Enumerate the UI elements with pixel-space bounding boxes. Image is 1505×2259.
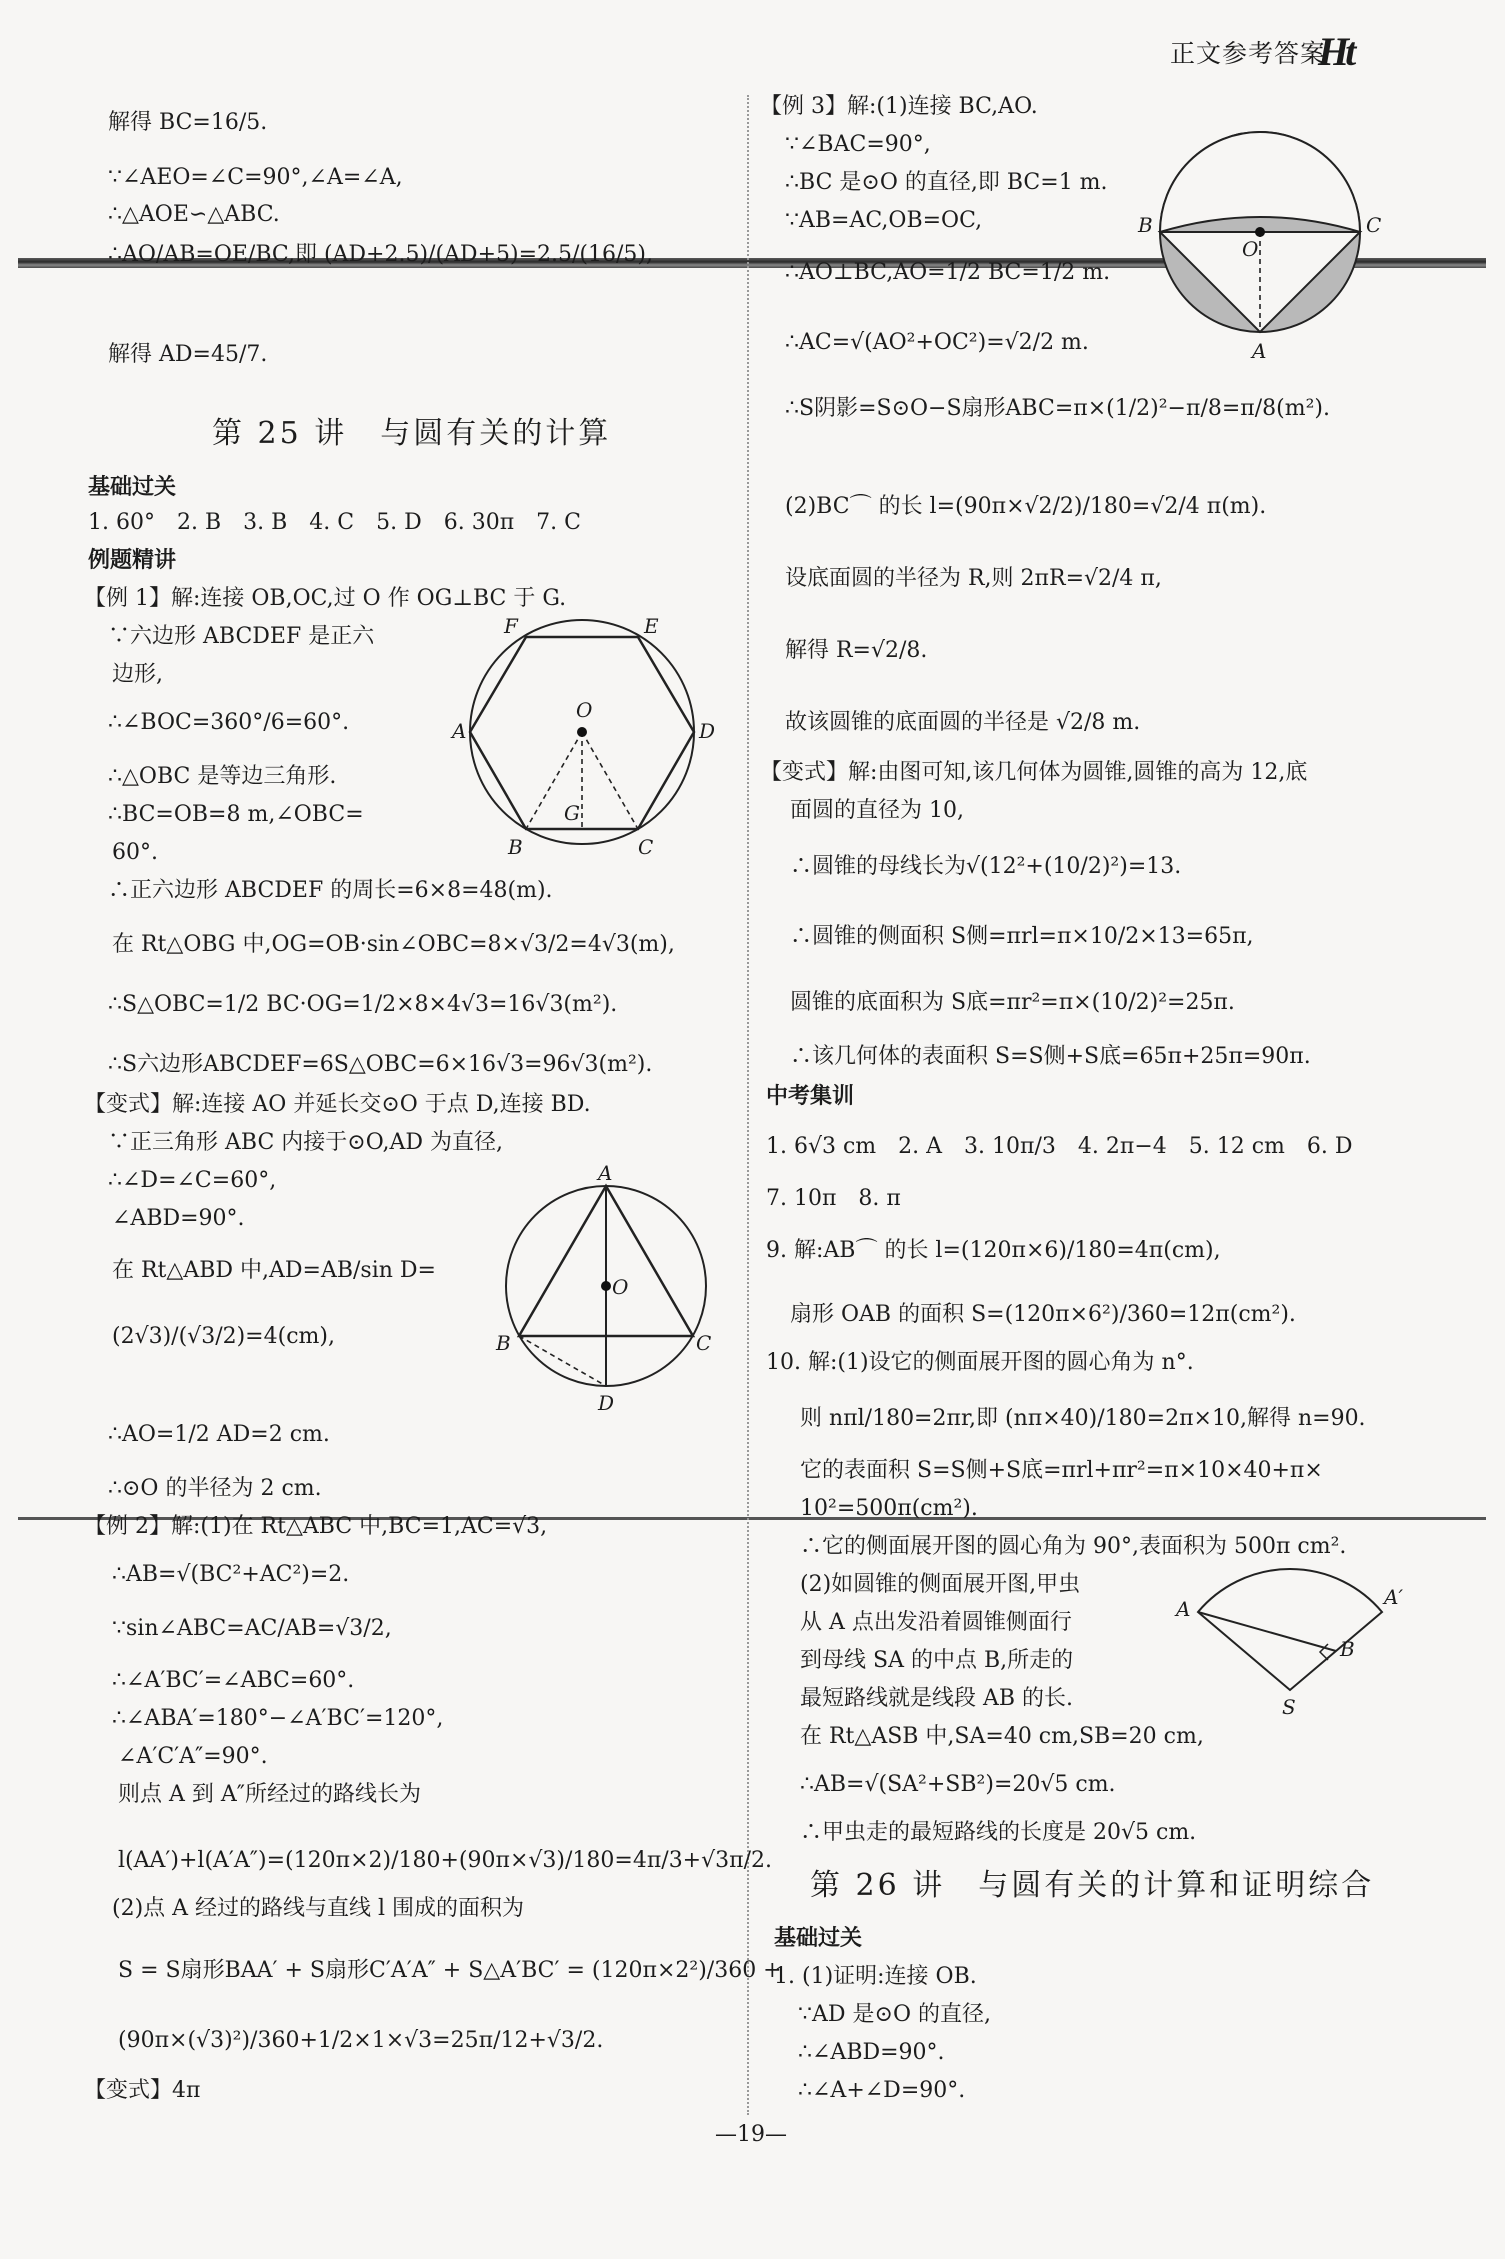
text-line: 60°. <box>112 840 158 865</box>
text-line: ∴AO⊥BC,AO=1/2 BC=1/2 m. <box>785 260 1111 285</box>
svg-text:A: A <box>598 1161 613 1185</box>
svg-text:C: C <box>1366 213 1382 237</box>
text-line: 最短路线就是线段 AB 的长. <box>800 1686 1074 1711</box>
text-line: ∵正三角形 ABC 内接于⊙O,AD 为直径, <box>108 1130 503 1155</box>
svg-text:C: C <box>638 835 654 859</box>
text-line: ∴S△OBC=1/2 BC·OG=1/2×8×4√3=16√3(m²). <box>108 992 618 1017</box>
column-divider <box>747 95 750 2115</box>
text-line: 在 Rt△ASB 中,SA=40 cm,SB=20 cm, <box>800 1724 1204 1749</box>
text-line: 1. 6√3 cm 2. A 3. 10π/3 4. 2π−4 5. 12 cm 6. D <box>766 1134 1353 1159</box>
svg-text:O: O <box>1242 237 1259 261</box>
text-line: 1. (1)证明:连接 OB. <box>774 1964 977 1989</box>
text-line: ∴△OBC 是等边三角形. <box>108 764 337 789</box>
heading-basic: 基础过关 <box>88 475 177 500</box>
header-title: 正文参考答案 <box>1170 39 1327 68</box>
text-line: ∴甲虫走的最短路线的长度是 20√5 cm. <box>800 1820 1197 1845</box>
text-line: l(AA′)+l(A′A″)=(120π×2)/180+(90π×√3)/180=4π/3+√3π/2. <box>118 1848 772 1873</box>
svg-text:C: C <box>696 1331 712 1355</box>
text-line: ∴AB=√(BC²+AC²)=2. <box>112 1562 350 1587</box>
text-line: ∵AB=AC,OB=OC, <box>785 208 983 233</box>
text-line: 解得 BC=16/5. <box>108 110 268 135</box>
text-line: 从 A 点出发沿着圆锥侧面行 <box>800 1610 1072 1635</box>
text-line: (2)点 A 经过的路线与直线 l 围成的面积为 <box>112 1896 525 1921</box>
text-line: 在 Rt△ABD 中,AD=AB/sin D= <box>112 1258 436 1283</box>
text-line: ∴AO/AB=OE/BC,即 (AD+2.5)/(AD+5)=2.5/(16/5), <box>108 242 653 267</box>
text-line: 面圆的直径为 10, <box>790 798 964 823</box>
text-line: ∴∠ABD=90°. <box>798 2040 945 2065</box>
text-line: 9. 解:AB⌒ 的长 l=(120π×6)/180=4π(cm), <box>766 1238 1221 1263</box>
svg-text:B: B <box>1138 213 1153 237</box>
text-line: 【例 3】解:(1)连接 BC,AO. <box>760 94 1038 119</box>
text-line: ∴S阴影=S⊙O−S扇形ABC=π×(1/2)²−π/8=π/8(m²). <box>785 396 1331 421</box>
text-line: 扇形 OAB 的面积 S=(120π×6²)/360=12π(cm²). <box>790 1302 1296 1327</box>
text-line: 【变式】解:由图可知,该几何体为圆锥,圆锥的高为 12,底 <box>760 760 1308 785</box>
svg-text:O: O <box>576 698 593 722</box>
text-line: ∴BC 是⊙O 的直径,即 BC=1 m. <box>785 170 1108 195</box>
text-line: 【变式】4π <box>84 2078 201 2103</box>
text-line: 它的表面积 S=S侧+S底=πrl+πr²=π×10×40+π× <box>800 1458 1323 1483</box>
text-line: ∵sin∠ABC=AC/AB=√3/2, <box>112 1616 392 1641</box>
text-line: ∴该几何体的表面积 S=S侧+S底=65π+25π=90π. <box>790 1044 1311 1069</box>
text-line: ∵六边形 ABCDEF 是正六 <box>108 624 375 649</box>
text-line: 7. 10π 8. π <box>766 1186 901 1211</box>
text-line: ∵AD 是⊙O 的直径, <box>798 2002 991 2027</box>
text-line: ∴S六边形ABCDEF=6S△OBC=6×16√3=96√3(m²). <box>108 1052 653 1077</box>
svg-text:B: B <box>496 1331 511 1355</box>
text-line: (2)BC⌒ 的长 l=(90π×√2/2)/180=√2/4 π(m). <box>785 494 1267 519</box>
cone-unfolding-figure <box>1170 1560 1403 1720</box>
text-line: 【变式】解:连接 AO 并延长交⊙O 于点 D,连接 BD. <box>84 1092 591 1117</box>
svg-text:A: A <box>452 719 467 743</box>
text-line: 10. 解:(1)设它的侧面展开图的圆心角为 n°. <box>766 1350 1194 1375</box>
text-line: S = S扇形BAA′ + S扇形C′A′A″ + S△A′BC′ = (120π×2²)/360 + <box>118 1958 782 1983</box>
svg-text:D: D <box>598 1391 615 1415</box>
text-line: (2√3)/(√3/2)=4(cm), <box>112 1324 335 1349</box>
text-line: ∴∠BOC=360°/6=60°. <box>108 710 350 735</box>
text-line: ∴BC=OB=8 m,∠OBC= <box>108 802 364 827</box>
text-line: ∴正六边形 ABCDEF 的周长=6×8=48(m). <box>108 878 553 903</box>
svg-text:O: O <box>612 1275 629 1299</box>
inscribed-triangle-figure <box>490 1161 720 1418</box>
text-line: 解得 AD=45/7. <box>108 342 268 367</box>
text-line: 在 Rt△OBG 中,OG=OB·sin∠OBC=8×√3/2=4√3(m), <box>112 932 675 957</box>
svg-text:D: D <box>699 719 716 743</box>
text-line: ∵∠BAC=90°, <box>785 132 931 157</box>
svg-text:A: A <box>1176 1597 1191 1621</box>
text-line: 10²=500π(cm²). <box>800 1496 978 1521</box>
basic-answers: 1. 60° 2. B 3. B 4. C 5. D 6. 30π 7. C <box>88 510 581 535</box>
text-line: 则点 A 到 A″所经过的路线长为 <box>118 1782 421 1807</box>
heading-exam: 中考集训 <box>766 1084 855 1109</box>
text-line: ∴△AOE∽△ABC. <box>108 202 280 227</box>
text-line: 故该圆锥的底面圆的半径是 √2/8 m. <box>785 710 1141 735</box>
page-number: —19— <box>715 2122 787 2147</box>
svg-text:B: B <box>508 835 523 859</box>
text-line: 【例 2】解:(1)在 Rt△ABC 中,BC=1,AC=√3, <box>84 1514 548 1539</box>
heading-basic-2: 基础过关 <box>774 1926 863 1951</box>
text-line: ∴AB=√(SA²+SB²)=20√5 cm. <box>800 1772 1116 1797</box>
text-line: ∠A′C′A″=90°. <box>118 1744 268 1769</box>
text-line: ∴圆锥的侧面积 S侧=πrl=π×10/2×13=65π, <box>790 924 1254 949</box>
text-line: 圆锥的底面积为 S底=πr²=π×(10/2)²=25π. <box>790 990 1235 1015</box>
circle-sector-figure <box>1132 132 1382 372</box>
text-line: ∴它的侧面展开图的圆心角为 90°,表面积为 500π cm². <box>800 1534 1347 1559</box>
svg-text:A: A <box>1252 339 1267 363</box>
text-line: ∴AO=1/2 AD=2 cm. <box>108 1422 330 1447</box>
logo: Ht <box>1318 29 1353 74</box>
svg-text:E: E <box>644 614 659 638</box>
svg-text:A′: A′ <box>1384 1585 1403 1609</box>
text-line: 到母线 SA 的中点 B,所走的 <box>800 1648 1074 1673</box>
text-line: ∴圆锥的母线长为√(12²+(10/2)²)=13. <box>790 854 1182 879</box>
text-line: (2)如圆锥的侧面展开图,甲虫 <box>800 1572 1081 1597</box>
svg-text:S: S <box>1282 1695 1296 1719</box>
text-line: 【例 1】解:连接 OB,OC,过 O 作 OG⊥BC 于 G. <box>84 586 567 611</box>
text-line: ∴∠A′BC′=∠ABC=60°. <box>112 1668 355 1693</box>
lecture-25-title: 第 25 讲 与圆有关的计算 <box>212 416 612 451</box>
text-line: 设底面圆的半径为 R,则 2πR=√2/4 π, <box>785 566 1162 591</box>
heading-examples: 例题精讲 <box>88 548 177 573</box>
text-line: 解得 R=√2/8. <box>785 638 928 663</box>
text-line: ∴AC=√(AO²+OC²)=√2/2 m. <box>785 330 1089 355</box>
text-line: ∵∠AEO=∠C=90°,∠A=∠A, <box>108 165 403 190</box>
text-line: 则 nπl/180=2πr,即 (nπ×40)/180=2π×10,解得 n=90. <box>800 1406 1366 1431</box>
text-line: (90π×(√3)²)/360+1/2×1×√3=25π/12+√3/2. <box>118 2028 604 2053</box>
text-line: ∴∠A+∠D=90°. <box>798 2078 966 2103</box>
text-line: ∠ABD=90°. <box>112 1206 245 1231</box>
text-line: ∴⊙O 的半径为 2 cm. <box>108 1476 322 1501</box>
hexagon-figure <box>452 614 716 860</box>
text-line: 边形, <box>112 662 163 687</box>
svg-text:G: G <box>564 801 580 825</box>
lecture-26-title: 第 26 讲 与圆有关的计算和证明综合 <box>810 1868 1375 1903</box>
text-line: ∴∠ABA′=180°−∠A′BC′=120°, <box>112 1706 444 1731</box>
text-line: ∴∠D=∠C=60°, <box>108 1168 277 1193</box>
svg-text:F: F <box>504 614 518 638</box>
svg-text:B: B <box>1340 1637 1355 1661</box>
